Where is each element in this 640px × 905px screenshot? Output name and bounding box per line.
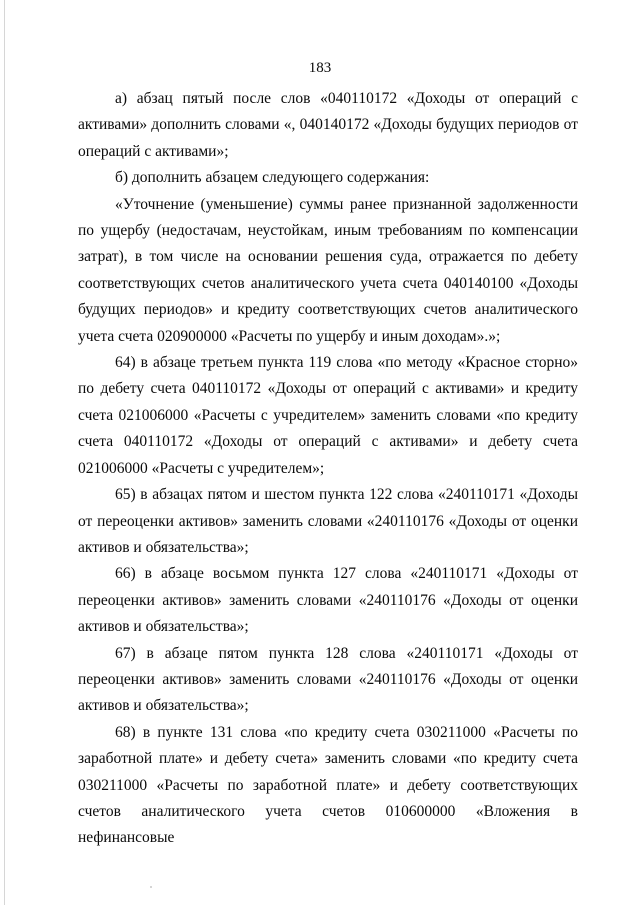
paragraph-b: б) дополнить абзацем следующего содержания: (115, 169, 430, 187)
paragraph-66: 66) в абзаце восьмом пункта 127 слова «240110171 «Доходы от переоценки активов» заменить словами «240110176 «Доходы от оценки активов и обязательства»; (78, 565, 578, 636)
paragraph-a: а) абзац пятый после слов «040110172 «Доходы от операций с активами» дополнить словами «, 040140172 «Доходы будущих периодов от операций с активами»; (78, 90, 578, 160)
scan-edge-line (4, 0, 5, 905)
paragraph-65: 65) в абзацах пятом и шестом пункта 122 слова «240110171 «Доходы от переоценки активов» заменить словами «240110176 «Доходы от оценки активов и обязательства»; (78, 486, 578, 556)
paragraph-68: 68) в пункте 131 слова «по кредиту счета 030211000 «Расчеты по заработной плате» и дебету счета» заменить словами «по кредиту счета 030211000 «Расчеты по заработной плате» и дебету соответствующих счетов аналитического учета счетов 010600000 «Вложения в нефинансовые (78, 723, 578, 847)
paragraph-67: 67) в абзаце пятом пункта 128 слова «240110171 «Доходы от переоценки активов» заменить словами «240110176 «Доходы от оценки активов и обязательства»; (78, 644, 578, 715)
paragraph-quote: «Уточнение (уменьшение) суммы ранее признанной задолженности по ущербу (недостачам, неустойкам, иным требованиям по компенсации затрат), в том числе на основании решения суда, отражается по дебету соответствующих счетов аналитического учета счета 040140100 «Доходы будущих периодов» и кредиту соответствующих счетов аналитического учета счета 020900000 «Расчеты по ущербу и иным доходам».»; (78, 195, 578, 345)
paragraph-64: 64) в абзаце третьем пункта 119 слова «по методу «Красное сторно» по дебету счета 040110172 «Доходы от операций с активами» и кредиту счета 021006000 «Расчеты с учредителем» заменить словами «по кредиту счета 040110172 «Доходы от операций с активами» и дебету счета 021006000 «Расчеты с учредителем»; (78, 354, 578, 477)
scan-speck (150, 886, 152, 888)
document-body (78, 86, 578, 852)
page-number: 183 (308, 60, 332, 76)
